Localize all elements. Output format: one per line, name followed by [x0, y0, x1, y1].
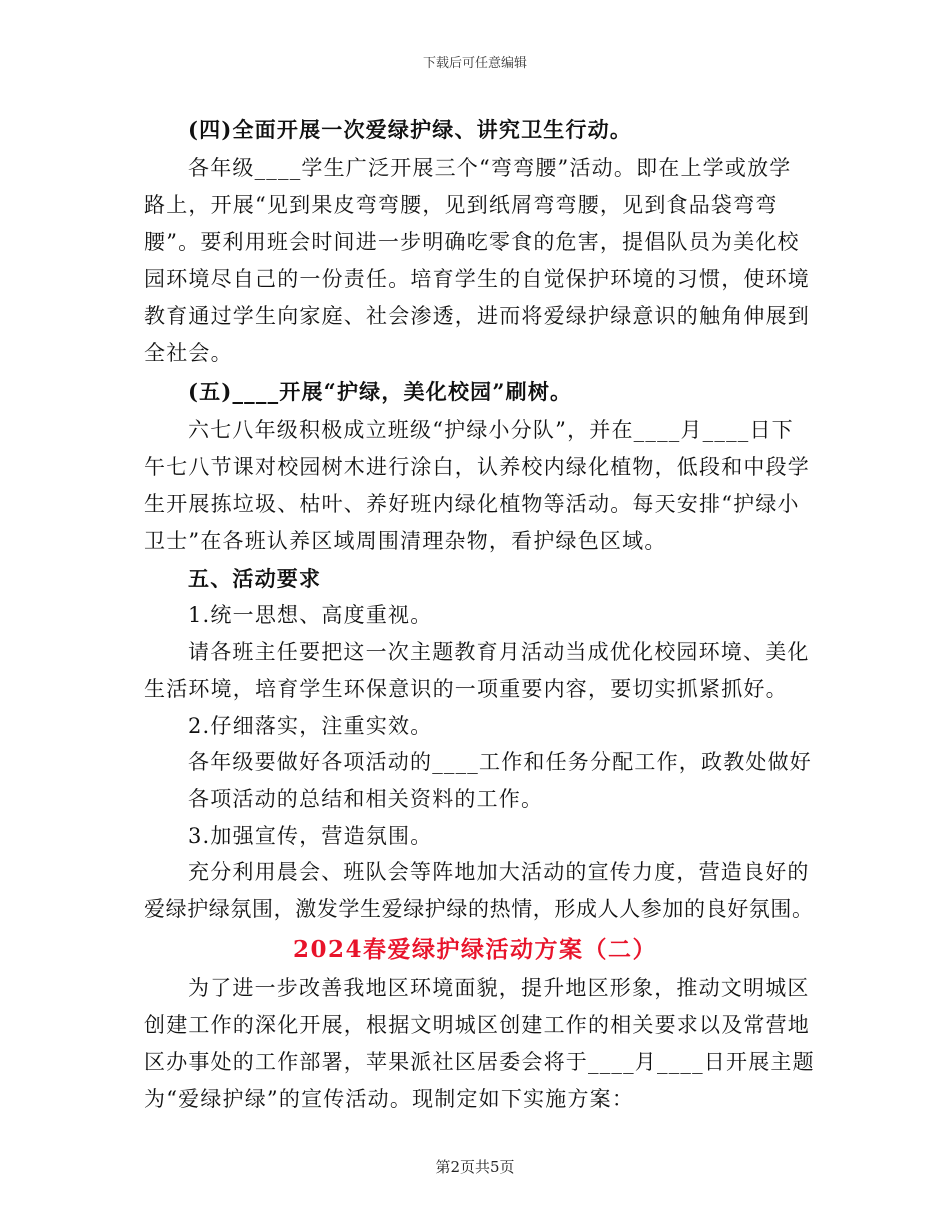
paragraph-line: 创建工作的深化开展，根据文明城区创建工作的相关要求以及常营地: [144, 1013, 810, 1037]
paragraph-line: 园环境尽自己的一份责任。培育学生的自觉保护环境的习惯，使环境: [144, 267, 810, 291]
paragraph-line: 教育通过学生向家庭、社会渗透，进而将爱绿护绿意识的触角伸展到: [144, 304, 810, 328]
section-heading-5: (五)____开展“护绿，美化校园”刷树。: [188, 379, 573, 404]
requirement-item-3: 3.加强宣传，营造氛围。: [188, 824, 433, 848]
requirement-item-1: 1.统一思想、高度重视。: [188, 603, 433, 627]
requirements-heading: 五、活动要求: [188, 566, 322, 591]
page-footer: 第2页共5页: [435, 1158, 515, 1176]
paragraph-line: 全社会。: [144, 341, 233, 365]
paragraph-line: 爱绿护绿氛围，激发学生爱绿护绿的热情，形成人人参加的良好氛围。: [144, 897, 814, 921]
paragraph-line: 为“爱绿护绿”的宣传活动。现制定如下实施方案：: [144, 1087, 635, 1111]
paragraph-line: 各年级____学生广泛开展三个“弯弯腰”活动。即在上学或放学: [188, 156, 792, 180]
paragraph-line: 充分利用晨会、班队会等阵地加大活动的宣传力度，营造良好的: [188, 860, 810, 884]
paragraph-line: 各项活动的总结和相关资料的工作。: [188, 787, 544, 811]
paragraph-line: 六七八年级积极成立班级“护绿小分队”，并在____月____日下: [188, 418, 794, 442]
section-heading-4: (四)全面开展一次爱绿护绿、讲究卫生行动。: [188, 117, 633, 142]
paragraph-line: 午七八节课对校园树木进行涂白，认养校内绿化植物，低段和中段学: [144, 455, 810, 479]
document-title-2: 2024春爱绿护绿活动方案（二）: [292, 936, 657, 963]
paragraph-line: 区办事处的工作部署，苹果派社区居委会将于____月____日开展主题: [144, 1050, 815, 1074]
paragraph-line: 各年级要做好各项活动的____工作和任务分配工作，政教处做好: [188, 750, 812, 774]
paragraph-line: 生开展拣垃圾、枯叶、养好班内绿化植物等活动。每天安排“护绿小: [144, 492, 800, 516]
page-header: 下载后可任意编辑: [422, 56, 527, 71]
paragraph-line: 生活环境，培育学生环保意识的一项重要内容，要切实抓紧抓好。: [144, 677, 788, 701]
paragraph-line: 路上，开展“见到果皮弯弯腰，见到纸屑弯弯腰，见到食品袋弯弯: [144, 193, 778, 217]
paragraph-line: 卫士”在各班认养区域周围清理杂物，看护绿色区域。: [144, 529, 667, 553]
paragraph-line: 为了进一步改善我地区环境面貌，提升地区形象，推动文明城区: [188, 976, 810, 1000]
paragraph-line: 腰”。要利用班会时间进一步明确吃零食的危害，提倡队员为美化校: [144, 230, 800, 254]
paragraph-line: 请各班主任要把这一次主题教育月活动当成优化校园环境、美化: [188, 640, 810, 664]
requirement-item-2: 2.仔细落实，注重实效。: [188, 714, 433, 738]
